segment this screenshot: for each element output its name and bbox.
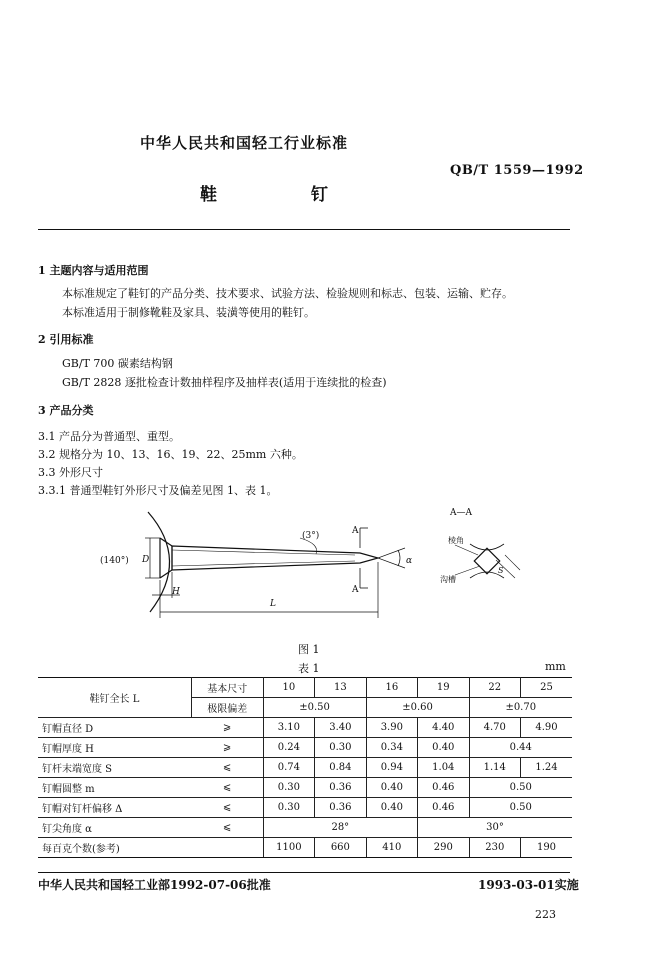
size-cell: 13 [315, 678, 366, 698]
nail-head-arc [148, 512, 170, 612]
edge-label: 棱角 [448, 536, 464, 545]
value-cell: 0.30 [263, 778, 315, 798]
dimension-l-label: L [270, 599, 276, 609]
table-row [38, 718, 572, 738]
row-label: 钉帽对钉杆偏移 Δ [38, 798, 191, 818]
value-cell: 4.40 [418, 718, 469, 738]
value-cell: 0.40 [366, 778, 417, 798]
tolerance-cell: ±0.60 [366, 698, 469, 718]
shoe-nail-figure [0, 500, 650, 630]
row-label: 钉尖角度 α [38, 818, 191, 838]
value-cell: 3.90 [366, 718, 417, 738]
page-number: 223 [535, 908, 556, 921]
value-cell: 190 [521, 838, 573, 858]
spec-table [38, 677, 572, 858]
value-cell: 290 [418, 838, 469, 858]
value-cell: 0.40 [418, 738, 469, 758]
section-a-a-view [455, 544, 520, 578]
value-cell: 0.40 [366, 798, 417, 818]
issuing-organization: 中华人民共和国轻工行业标准 [140, 134, 349, 152]
value-cell: 30° [418, 818, 572, 838]
row-label: 每百克个数(参考) [38, 838, 263, 858]
size-cell: 25 [521, 678, 573, 698]
standard-number: QB/T 1559—1992 [450, 163, 584, 178]
value-cell: 1.14 [469, 758, 520, 778]
table-row [38, 758, 572, 778]
clause-3-3-1: 3.3.1 普通型鞋钉外形尺寸及偏差见图 1、表 1。 [38, 484, 278, 497]
clause-3-2: 3.2 规格分为 10、13、16、19、22、25mm 六种。 [38, 448, 303, 461]
row-label: 钉帽圆整 m [38, 778, 191, 798]
section-1-paragraph-2: 本标准适用于制修靴鞋及家具、装潢等使用的鞋钉。 [62, 306, 315, 319]
row-label: 钉帽直径 D [38, 718, 191, 738]
value-cell: 0.36 [315, 798, 366, 818]
section-3-title: 3 产品分类 [38, 404, 94, 417]
tip-angle-label: α [406, 556, 413, 566]
value-cell: 0.44 [469, 738, 572, 758]
row-label: 钉帽厚度 H [38, 738, 191, 758]
value-cell: 4.70 [469, 718, 520, 738]
footer-rule [38, 872, 570, 873]
effective-date: 1993-03-01实施 [478, 878, 579, 892]
reference-gb700: GB/T 700 碳素结构钢 [62, 357, 173, 370]
approval-line: 中华人民共和国轻工业部1992-07-06批准 [38, 878, 271, 892]
size-cell: 16 [366, 678, 417, 698]
section-1-title: 1 主题内容与适用范围 [38, 264, 149, 277]
head-angle-label: (140°) [100, 556, 129, 566]
value-cell: 410 [366, 838, 417, 858]
value-cell: 0.24 [263, 738, 315, 758]
dimension-d-label: D [142, 555, 150, 565]
value-cell: 0.46 [418, 798, 469, 818]
table-unit: mm [545, 660, 566, 673]
row-symbol: ⩽ [191, 758, 263, 778]
table-row [38, 678, 572, 698]
value-cell: 0.30 [315, 738, 366, 758]
value-cell: 1.04 [418, 758, 469, 778]
clause-3-1: 3.1 产品分为普通型、重型。 [38, 430, 180, 443]
value-cell: 0.50 [469, 778, 572, 798]
table-row [38, 798, 572, 818]
dimension-h-label: H [172, 587, 180, 597]
tolerance-header: 极限偏差 [191, 698, 263, 718]
row-symbol: ⩾ [191, 738, 263, 758]
section-mark-top: A [352, 526, 359, 536]
value-cell: 0.50 [469, 798, 572, 818]
length-header: 鞋钉全长 L [38, 678, 191, 718]
row-label: 钉杆末端宽度 S [38, 758, 191, 778]
figure-caption: 图 1 [298, 643, 320, 656]
value-cell: 0.46 [418, 778, 469, 798]
section-view-title: A—A [450, 508, 472, 518]
nail-shank [172, 546, 378, 570]
value-cell: 230 [469, 838, 520, 858]
document-title: 鞋 钉 [200, 185, 372, 205]
size-cell: 19 [418, 678, 469, 698]
table-caption: 表 1 [298, 662, 320, 675]
table-row [38, 738, 572, 758]
section-1-paragraph-1: 本标准规定了鞋钉的产品分类、技术要求、试验方法、检验规则和标志、包装、运输、贮存。 [62, 287, 513, 300]
value-cell: 4.90 [521, 718, 573, 738]
value-cell: 3.10 [263, 718, 315, 738]
clause-3-3: 3.3 外形尺寸 [38, 466, 103, 479]
row-symbol: ⩽ [191, 798, 263, 818]
section-2-title: 2 引用标准 [38, 333, 94, 346]
section-mark-bottom: A [352, 585, 359, 595]
size-cell: 22 [469, 678, 520, 698]
width-s-label: S [498, 566, 504, 575]
groove-label: 沟槽 [440, 575, 456, 584]
taper-angle-label: (3°) [302, 531, 320, 541]
value-cell: 660 [315, 838, 366, 858]
table-row [38, 778, 572, 798]
value-cell: 0.36 [315, 778, 366, 798]
reference-gb2828: GB/T 2828 逐批检查计数抽样程序及抽样表(适用于连续批的检查) [62, 376, 387, 389]
header-rule [38, 229, 570, 230]
value-cell: 0.84 [315, 758, 366, 778]
value-cell: 0.34 [366, 738, 417, 758]
size-cell: 10 [263, 678, 315, 698]
value-cell: 0.30 [263, 798, 315, 818]
nominal-header: 基本尺寸 [191, 678, 263, 698]
value-cell: 0.74 [263, 758, 315, 778]
row-symbol: ⩽ [191, 818, 263, 838]
value-cell: 1100 [263, 838, 315, 858]
tolerance-cell: ±0.50 [263, 698, 366, 718]
table-row [38, 818, 572, 838]
row-symbol: ⩾ [191, 718, 263, 738]
value-cell: 3.40 [315, 718, 366, 738]
table-row [38, 838, 572, 858]
value-cell: 1.24 [521, 758, 573, 778]
value-cell: 28° [263, 818, 417, 838]
row-symbol: ⩽ [191, 778, 263, 798]
tolerance-cell: ±0.70 [469, 698, 572, 718]
value-cell: 0.94 [366, 758, 417, 778]
